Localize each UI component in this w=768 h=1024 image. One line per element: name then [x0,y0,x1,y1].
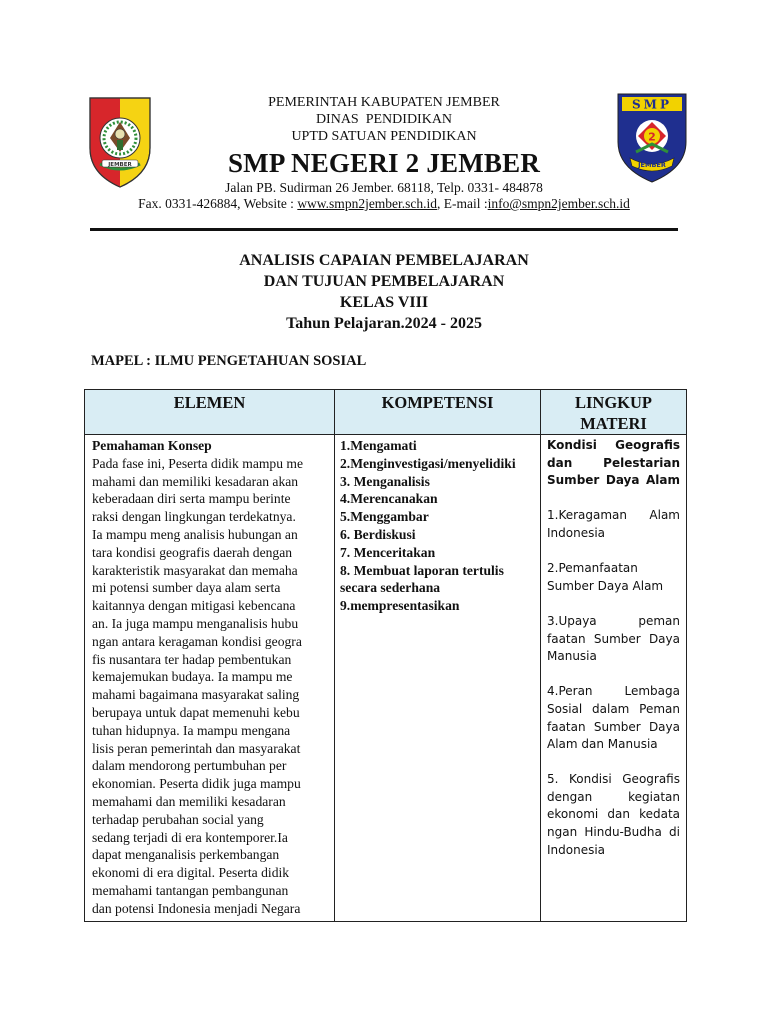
elemen-line: an. Ia juga mampu menganalisis hubu [92,615,299,631]
email-label: , E-mail : [437,196,488,211]
elemen-line: dapat menganalisis perkembangan [92,847,280,863]
elemen-line: dalam mendorong pertumbuhan per [92,758,287,774]
elemen-line: mahami bagaimana masyarakat saling [92,687,300,703]
kompetensi-item: 7. Menceritakan [340,544,436,560]
header-lingkup-materi: LINGKUP MATERI [541,390,687,435]
elemen-line: Ia mampu meng analisis hubungan an [92,526,298,542]
subject-label: MAPEL : ILMU PENGETAHUAN SOSIAL [91,353,367,369]
title-line-3: KELAS VIII [339,294,429,311]
elemen-line: lisis peran pemerintah dan masyarakat [92,740,301,756]
letterhead-divider [90,228,678,231]
title-line-2: DAN TUJUAN PEMBELAJARAN [263,273,505,290]
elemen-line: mi potensi sumber daya alam serta [92,580,281,596]
website-link[interactable]: www.smpn2jember.sch.id [297,196,438,211]
lingkup-item: 5. Kondisi Geografis dengan kegiatan ekonomi dan kedata ngan Hindu-Budha di Indonesia [547,772,680,857]
elemen-line: kemajemukan budaya. Ia mampu me [92,669,293,685]
government-line: PEMERINTAH KABUPATEN JEMBER [268,95,500,110]
email-link[interactable]: info@smpn2jember.sch.id [487,196,630,211]
title-line-4: Tahun Pelajaran.2024 - 2025 [286,315,482,332]
elemen-cell [85,435,335,922]
lingkup-item: 1.Keragaman Alam Indonesia [547,508,680,540]
elemen-line: memahami dan memiliki kesadaran [92,793,286,809]
elemen-line: memahami tantangan pembangunan [92,882,289,898]
table-row [85,435,687,922]
elemen-line: Pada fase ini, Peserta didik mampu me [92,455,304,471]
elemen-line: ekonomi di era digital. Peserta didik [92,865,290,881]
elemen-line: fis nusantara ter hadap pembentukan [92,651,292,667]
kompetensi-item: 2.Menginvestigasi/menyelidiki [340,455,516,471]
contact-line [100,196,668,212]
kompetensi-item: 4.Merencanakan [340,491,438,507]
title-line-1: ANALISIS CAPAIAN PEMBELAJARAN [239,252,529,269]
kompetensi-item: 9.mempresentasikan [340,598,460,614]
elemen-line: berupaya untuk dapat memenuhi kebu [92,704,300,720]
dinas-line: DINAS PENDIDIKAN [315,112,453,127]
elemen-line: dan potensi Indonesia menjadi Negara [92,900,301,916]
letterhead [100,94,668,212]
elemen-line: tuhan hidupnya. Ia mampu mengana [92,722,291,738]
table-header-row [85,390,687,435]
lingkup-materi-cell [541,435,687,922]
elemen-line: ngan antara keragaman kondisi geogra [92,633,302,649]
elemen-line: karakteristik masyarakat dan memaha [92,562,298,578]
elemen-line: ekonomian. Peserta didik juga mampu [92,776,301,792]
kompetensi-cell [335,435,541,922]
elemen-line: keberadaan diri serta mampu berinte [92,491,291,507]
elemen-line: mahami dan memiliki kesadaran akan [92,473,299,489]
elemen-line: sedang terjadi di era kontemporer.Ia [92,829,288,845]
lingkup-heading: Kondisi Geografis dan Pelestarian Sumber Daya Alam [547,438,680,488]
fax-website-label: Fax. 0331-426884, Website : [138,196,298,211]
lingkup-item: 3.Upaya peman faatan Sumber Daya Manusia [547,613,680,664]
kompetensi-item: 3. Menganalisis [340,473,430,489]
kompetensi-item: 8. Membuat laporan tertulis secara sederhana [340,562,504,596]
logo-right-bottom-text: JEMBER [638,161,666,169]
elemen-line: terhadap perubahan social yang [92,811,264,827]
uptd-line: UPTD SATUAN PENDIDIKAN [291,129,477,144]
logo-left-caption: JEMBER [108,162,132,168]
learning-outcomes-table [84,389,687,922]
kompetensi-item: 6. Berdiskusi [340,526,416,542]
kompetensi-item: 5.Menggambar [340,509,429,525]
elemen-heading: Pemahaman Konsep [92,438,212,453]
logo-right-top-text: SMP [632,97,672,112]
elemen-line: kaitannya dengan mitigasi kebencana [92,598,296,614]
lingkup-item: 4.Peran Lembaga Sosial dalam Peman faatan Sumber Daya Alam dan Manusia [547,684,680,752]
elemen-line: raksi dengan lingkungan terdekatnya. [92,509,296,525]
document-title [90,250,678,334]
kompetensi-item: 1.Mengamati [340,438,417,453]
header-kompetensi: KOMPETENSI [335,390,541,435]
lingkup-item: 2.Pemanfaatan Sumber Daya Alam [547,561,664,593]
header-elemen: ELEMEN [85,390,335,435]
school-address: Jalan PB. Sudirman 26 Jember. 68118, Telp. 0331- 484878 [225,180,543,195]
elemen-line: tara kondisi geografis daerah dengan [92,544,293,560]
school-name: SMP NEGERI 2 JEMBER [227,148,541,178]
logo-right-number: 2 [648,130,656,144]
